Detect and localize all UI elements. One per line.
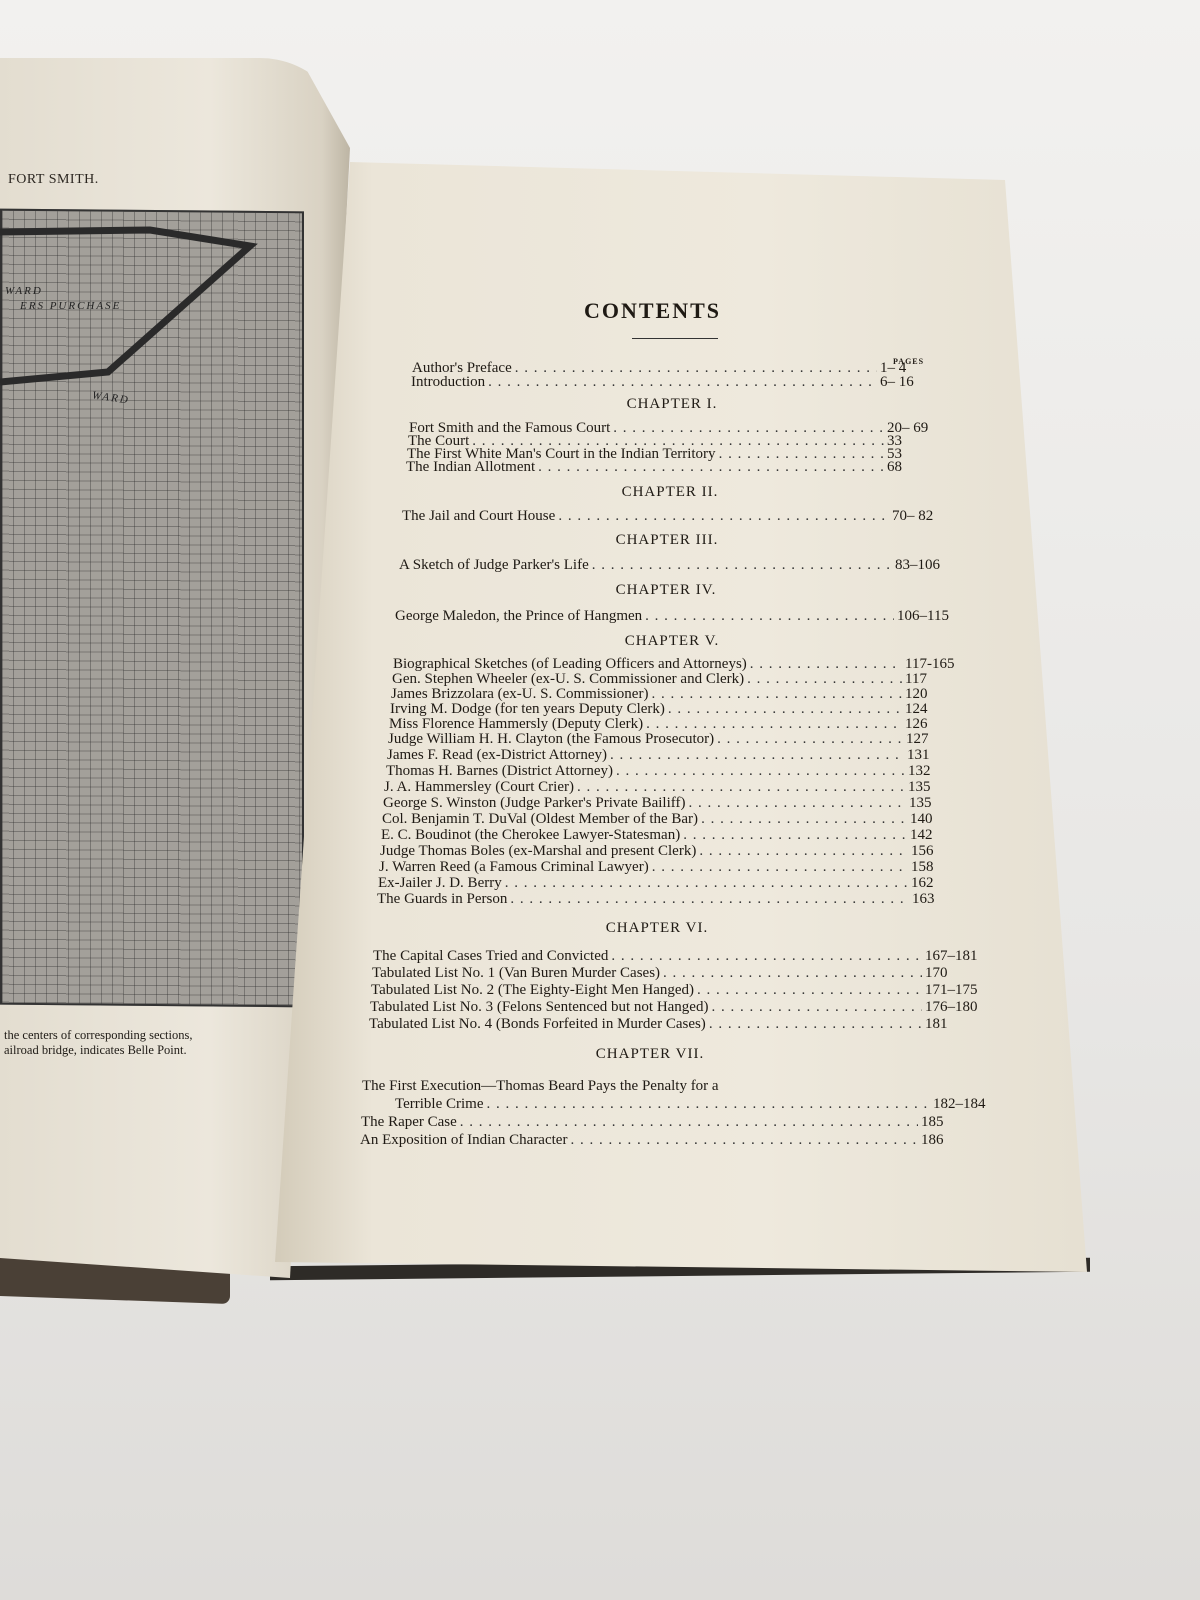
entry-title: Tabulated List No. 4 (Bonds Forfeited in Murder Cases) — [369, 1016, 706, 1032]
entry-page: 186 — [921, 1132, 944, 1148]
caption-line: the centers of corresponding sections, — [4, 1028, 193, 1042]
leader-dots — [577, 779, 905, 795]
toc-entry — [379, 859, 973, 875]
entry-title: Tabulated List No. 3 (Felons Sentenced but not Hanged) — [370, 999, 709, 1015]
chapter-heading: CHAPTER I. — [626, 396, 718, 412]
leader-dots — [646, 716, 902, 732]
map-label-ward-2: WARD — [91, 389, 131, 407]
toc-entry — [371, 982, 987, 998]
entry-page: 167–181 — [925, 948, 978, 964]
entry-page: 181 — [925, 1016, 948, 1032]
toc-entry — [395, 608, 959, 624]
entry-title: Judge Thomas Boles (ex-Marshal and present Clerk) — [380, 843, 697, 859]
entry-page: 120 — [905, 686, 928, 702]
leader-dots — [711, 999, 922, 1015]
toc-entry — [411, 374, 942, 390]
pages-column-label: PAGES — [893, 357, 925, 366]
entry-page: 185 — [921, 1114, 944, 1130]
leader-dots — [688, 795, 906, 811]
toc-entry — [390, 701, 967, 717]
running-header: FORT SMITH. — [8, 172, 99, 187]
toc-entry — [373, 948, 987, 964]
entry-page: 106–115 — [897, 608, 949, 624]
leader-dots — [558, 508, 889, 524]
page-title: CONTENTS — [584, 298, 722, 323]
leader-dots — [747, 671, 902, 687]
entry-page: 53 — [887, 446, 902, 462]
toc-entry — [395, 1096, 995, 1112]
entry-title: Fort Smith and the Famous Court — [409, 420, 611, 436]
entry-page: 126 — [905, 716, 928, 732]
chapter-heading: CHAPTER VI. — [605, 920, 709, 936]
toc-entry — [369, 1016, 987, 1032]
leader-dots — [683, 827, 907, 843]
entry-title: George Maledon, the Prince of Hangmen — [395, 608, 643, 624]
chapter-heading: CHAPTER V. — [624, 633, 720, 649]
entry-page: 135 — [908, 779, 931, 795]
entry-page: 117 — [905, 671, 927, 687]
toc-entry — [393, 656, 967, 672]
entry-page: 68 — [887, 459, 902, 475]
map-label-purchase: ERS PURCHASE — [20, 300, 122, 312]
entry-title: Tabulated List No. 1 (Van Buren Murder Cases) — [372, 965, 661, 981]
entry-page: 117-165 — [905, 656, 955, 672]
leader-dots — [697, 982, 922, 998]
entry-title: J. A. Hammersley (Court Crier) — [384, 779, 574, 795]
leader-dots — [699, 843, 908, 859]
toc-entry — [384, 779, 970, 795]
entry-title: Introduction — [411, 374, 486, 390]
leader-dots — [538, 459, 884, 475]
entry-page: 171–175 — [925, 982, 978, 998]
entry-title: The Indian Allotment — [406, 459, 536, 475]
entry-page: 170 — [925, 965, 948, 981]
toc-entry — [372, 965, 987, 981]
toc-entry — [402, 508, 954, 524]
entry-title: Thomas H. Barnes (District Attorney) — [386, 763, 614, 779]
entry-title: The First White Man's Court in the Indian Territory — [407, 446, 716, 462]
chapter-heading: CHAPTER VII. — [595, 1046, 705, 1062]
entry-title: James F. Read (ex-District Attorney) — [387, 747, 607, 763]
chapter-heading: CHAPTER II. — [621, 484, 719, 500]
toc-entry — [360, 1132, 983, 1148]
entry-page: 156 — [911, 843, 934, 859]
toc-entry — [392, 671, 967, 687]
entry-page: 1– 4 — [880, 360, 907, 376]
toc-entry — [383, 795, 971, 811]
entry-title: The Guards in Person — [377, 891, 508, 907]
entry-page: 162 — [911, 875, 934, 891]
toc-entry — [378, 875, 973, 891]
entry-page: 83–106 — [895, 557, 940, 573]
leader-dots — [505, 875, 908, 891]
entry-page: 176–180 — [925, 999, 978, 1015]
toc-entry — [388, 731, 968, 747]
entry-page: 127 — [906, 731, 929, 747]
entry-title: George S. Winston (Judge Parker's Private Bailiff) — [383, 795, 686, 811]
leader-dots — [616, 763, 905, 779]
entry-title: The Court — [408, 433, 470, 449]
entry-page: 135 — [909, 795, 932, 811]
entry-page: 140 — [910, 811, 933, 827]
toc-entry — [387, 747, 969, 763]
entry-title: Judge William H. H. Clayton (the Famous Prosecutor) — [388, 731, 715, 747]
leader-dots — [668, 701, 902, 717]
entry-title: Author's Preface — [412, 360, 512, 376]
toc-entry — [391, 686, 967, 702]
entry-page: 132 — [908, 763, 931, 779]
toc-entry — [377, 891, 974, 907]
entry-page: 142 — [910, 827, 933, 843]
entry-page: 6– 16 — [880, 374, 914, 390]
chapter-heading: CHAPTER IV. — [615, 582, 717, 598]
leader-dots — [701, 811, 907, 827]
leader-dots — [488, 374, 877, 390]
toc-entry — [389, 716, 967, 732]
toc-entry — [361, 1114, 983, 1130]
map-label-ward: WARD — [5, 285, 43, 297]
leader-dots — [717, 731, 903, 747]
entry-page: 33 — [887, 433, 902, 449]
leader-dots — [610, 747, 904, 763]
leader-dots — [570, 1132, 918, 1148]
leader-dots — [611, 948, 922, 964]
toc-entry — [370, 999, 987, 1015]
leader-dots — [510, 891, 909, 907]
entry-title: Irving M. Dodge (for ten years Deputy Clerk) — [390, 701, 665, 717]
toc-entry — [382, 811, 972, 827]
toc-entry — [406, 459, 949, 475]
entry-title: The Capital Cases Tried and Convicted — [373, 948, 609, 964]
entry-title: Ex-Jailer J. D. Berry — [378, 875, 502, 891]
leader-dots — [663, 965, 922, 981]
leader-dots — [487, 1096, 931, 1112]
caption-line: ailroad bridge, indicates Belle Point. — [4, 1043, 187, 1057]
leader-dots — [592, 557, 892, 573]
leader-dots — [652, 859, 908, 875]
entry-title: Tabulated List No. 2 (The Eighty-Eight Men Hanged) — [371, 982, 695, 998]
entry-page: 70– 82 — [892, 508, 934, 524]
entry-page: 182–184 — [933, 1096, 986, 1112]
entry-page: 131 — [907, 747, 930, 763]
entry-title: James Brizzolara (ex-U. S. Commissioner) — [391, 686, 649, 702]
entry-title: J. Warren Reed (a Famous Criminal Lawyer) — [379, 859, 649, 875]
leader-dots — [645, 608, 894, 624]
entry-title: Biographical Sketches (of Leading Officers and Attorneys) — [393, 656, 747, 672]
toc-entry — [386, 763, 970, 779]
entry-title: A Sketch of Judge Parker's Life — [399, 557, 589, 573]
entry-title: E. C. Boudinot (the Cherokee Lawyer-Statesman) — [381, 827, 681, 843]
entry-page: 20– 69 — [887, 420, 929, 436]
entry-title: Col. Benjamin T. DuVal (Oldest Member of the Bar) — [382, 811, 699, 827]
entry-title: The First Execution—Thomas Beard Pays the Penalty for a — [362, 1078, 719, 1094]
entry-title: The Raper Case — [361, 1114, 457, 1130]
leader-dots — [709, 1016, 922, 1032]
toc-entry — [380, 843, 973, 859]
toc-entry — [381, 827, 972, 843]
entry-page: 124 — [905, 701, 928, 717]
title-rule — [632, 338, 718, 339]
chapter-heading: CHAPTER III. — [615, 532, 719, 548]
entry-page: 163 — [912, 891, 935, 907]
entry-title-continued: Terrible Crime — [395, 1096, 484, 1112]
entry-title: An Exposition of Indian Character — [360, 1132, 568, 1148]
leader-dots — [651, 686, 902, 702]
entry-title: The Jail and Court House — [402, 508, 556, 524]
leader-dots — [460, 1114, 918, 1130]
entry-title: Miss Florence Hammersly (Deputy Clerk) — [389, 716, 644, 732]
entry-title: Gen. Stephen Wheeler (ex-U. S. Commissioner and Clerk) — [392, 671, 745, 687]
leader-dots — [750, 656, 902, 672]
toc-entry — [399, 557, 957, 573]
entry-page: 158 — [911, 859, 934, 875]
